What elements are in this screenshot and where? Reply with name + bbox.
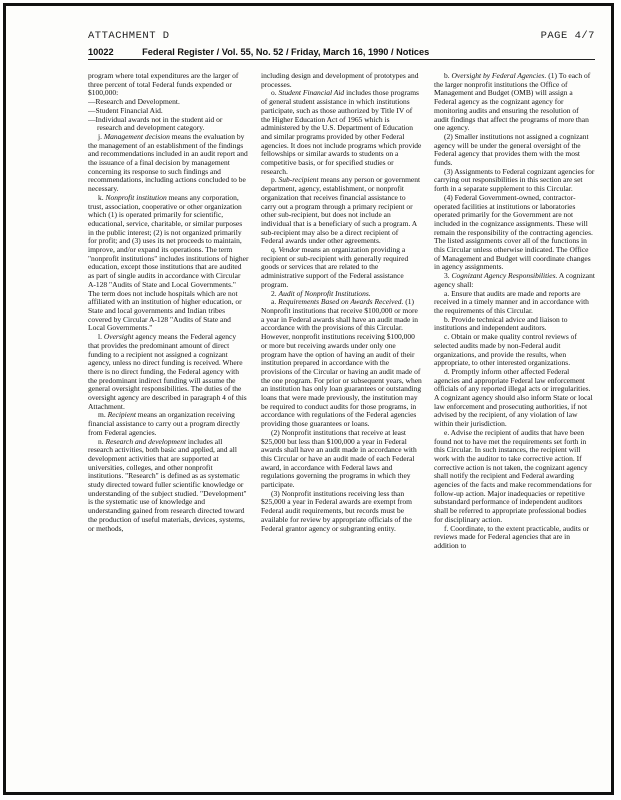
paragraph-marker: q. [271, 245, 277, 255]
column-left [88, 72, 249, 778]
paragraph-marker: j. [98, 131, 102, 141]
paragraph [434, 290, 595, 316]
paragraph [434, 316, 595, 333]
paragraph [434, 168, 595, 194]
paragraph [261, 298, 422, 429]
defined-term: Oversight [103, 332, 134, 342]
page-number: 10022 [88, 47, 114, 57]
paragraph [88, 116, 249, 133]
paragraph [261, 72, 422, 89]
paragraph [261, 246, 422, 290]
paragraph-text: program where total expenditures are the larger of three percent of total Federal funds expended or $100,000: [88, 72, 239, 98]
paragraph-text: A cognizant agency shall: [434, 271, 595, 289]
defined-term: Requirements Based on Awards Received. [278, 297, 404, 307]
paragraph [88, 438, 249, 534]
paragraph-text: (2) Nonprofit institutions that receive at least $25,000 but less than $100,000 a year in Federal awards shall have an audit made in accordance with this Circular or have an audit made of each Federal award, in accordance with Federal laws and regulations governing the programs in which they participate. [261, 427, 417, 490]
paragraph [88, 194, 249, 333]
defined-term: Sub-recipient [278, 175, 319, 185]
paragraph [434, 368, 595, 429]
text-columns [88, 72, 595, 778]
column-right [434, 72, 595, 778]
defined-term: Management decision [103, 131, 170, 141]
paragraph-marker: m. [98, 410, 106, 420]
paragraph-text: —Research and Development. [88, 97, 180, 107]
paragraph [434, 333, 595, 368]
paragraph-text: a. Ensure that audits are made and reports are received in a timely manner and in accordance with the requirements of this Circular. [434, 288, 589, 315]
publication-citation: Federal Register / Vol. 55, No. 52 / Friday, March 16, 1990 / Notices [142, 47, 430, 57]
paragraph-text: (1) Nonprofit institutions that receive $100,000 or more a year in Federal awards shall have an audit made in accordance with the provisions of this Circular. However, nonprofit institutions receiving $100,000 or more but receiving awards under only one program have the option of having an audit of their institution prepared in accordance with the provisions of the Circular or having an audit made of the one program. For prior or subsequent years, when an institution has only loan guarantees or outstanding loans that were made previously, the institution may be required to conduct audits for those programs, in accordance with regulations of the Federal agencies providing those guarantees or loans. [261, 297, 422, 429]
paragraph-text: means any corporation, trust, association, cooperative or other organization which (1) is operated primarily for scientific, educational, service, charitable, or similar purposes in the public interest; (2) is not organized primarily for profit; and (3) uses its net proceeds to maintain, improve, and/or expand its operations. The term "nonprofit institutions" includes institutions of higher education, except those institutions that are audited as part of single audits in accordance with Circular A-128 "Audits of State and Local Governments." The term does not include hospitals which are not affiliated with an institution of higher education, or State and local governments and Indian tribes covered by Circular A-128 "Audits of State and Local Governments." [88, 192, 249, 333]
attachment-label: ATTACHMENT D [88, 30, 170, 42]
column-middle [261, 72, 422, 778]
fax-stamp-line [88, 30, 595, 42]
running-header [88, 47, 595, 60]
paragraph-text: includes those programs of general student assistance in which institutions participate, such as those authorized by Title IV of the Higher Education Act of 1965 which is administered by the U.S. Department of Education and similar programs provided by other Federal agencies. It does not include programs which provide fellowships or similar awards to students on a competitive basis, or for specified studies or research. [261, 88, 422, 176]
paragraph [434, 194, 595, 272]
paragraph-text: agency means the Federal agency that provides the predominant amount of direct funding to a recipient not assigned a cognizant agency, unless no direct funding is received. Where there is no direct funding, the Federal agency with the predominant indirect funding will assume the general oversight responsibilities. The duties of the oversight agency are described in paragraph 4 of this Attachment. [88, 332, 247, 411]
defined-term: Vendor [278, 245, 300, 255]
defined-term: Cognizant Agency Responsibilities. [451, 271, 558, 281]
paragraph-marker: o. [271, 88, 277, 98]
paragraph-marker: b. [444, 72, 450, 80]
paragraph-marker: p. [271, 175, 277, 185]
paragraph [434, 72, 595, 133]
paragraph-text: (1) To each of the larger nonprofit institutions the Office of Management and Budget (OMB) will assign a Federal agency as the cognizant agency for monitoring audits and ensuring the resolution of audit findings that affect the programs of more than one agency. [434, 72, 591, 133]
paragraph [434, 272, 595, 289]
defined-term: Student Financial Aid [278, 88, 345, 98]
defined-term: Nonprofit institution [105, 192, 167, 202]
paragraph-text: e. Advise the recipient of audits that have been found not to have met the requirements set forth in this Circular. In such instances, the recipient will work with the auditor to take corrective action. If corrective action is not taken, the cognizant agency shall notify the recipient and Federal awarding agencies of the facts and make recommendations for follow-up action. Major inadequacies or repetitive substandard performance of independent auditors shall be referred to appropriate professional bodies for disciplinary action. [434, 427, 592, 524]
paragraph-marker: 3. [444, 271, 450, 281]
paragraph-marker: l. [98, 332, 102, 342]
paragraph-text: (2) Smaller institutions not assigned a cognizant agency will be under the general oversight of the Federal agency that provides them with the most funds. [434, 131, 589, 168]
paragraph-text: f. Coordinate, to the extent practicable, audits or reviews made for Federal agencies that are in addition to [434, 523, 589, 550]
fax-page-label: PAGE 4/7 [540, 30, 595, 42]
paragraph [88, 333, 249, 411]
paragraph-text: including design and development of prototypes and processes. [261, 72, 419, 89]
paragraph-text: (4) Federal Government-owned, contractor-operated facilities at institutions or laboratories operated primarily for the Government are not included in the cognizance assignments. These will remain the responsibility of the contracting agencies. The listed assignments cover all of the functions in this Circular unless otherwise indicated. The Office of Management and Budget will coordinate changes in agency assignments. [434, 192, 593, 272]
paragraph-text: means any person or government department, agency, establishment, or nonprofit organization that receives financial assistance to carry out a program through a primary recipient or other sub-recipient, but does not include an individual that is a beneficiary of such a program. A sub-recipient may also be a direct recipient of Federal awards under other agreements. [261, 175, 421, 246]
paragraph-text: includes all research activities, both basic and applied, and all development activities that are supported at universities, colleges, and other nonprofit institutions. "Research" is defined as as systematic study directed toward fuller scientific knowledge or understanding of the subject studied. "Development" is the systematic use of knowledge and understanding gained from research directed toward the production of useful materials, devices, systems, or methods, [88, 436, 247, 533]
paragraph [434, 429, 595, 525]
paragraph-text: d. Promptly inform other affected Federal agencies and appropriate Federal law enforcement officials of any reported illegal acts or irregularities. A cognizant agency should also inform State or local law enforcement and prosecuting authorities, if not advised by the recipient, of any violation of law within their jurisdiction. [434, 366, 593, 429]
paragraph-text: c. Obtain or make quality control reviews of selected audits made by non-Federal audit organizations, and provide the results, when appropriate, to other interested organizations. [434, 332, 577, 368]
paragraph [261, 490, 422, 534]
defined-term: Audit of Nonprofit Institutions. [278, 288, 371, 298]
defined-term: Oversight by Federal Agencies. [451, 72, 547, 80]
paragraph [261, 176, 422, 246]
paragraph-text: b. Provide technical advice and liaison to institutions and independent auditors. [434, 314, 568, 333]
paragraph-marker: n. [98, 436, 104, 446]
paragraph [434, 525, 595, 551]
paragraph-text: (3) Nonprofit institutions receiving less than $25,000 a year in Federal awards are exempt from Federal audit requirements, but records must be available for review by appropriate officials of the Federal grantor agency or subgranting entity. [261, 488, 412, 533]
paragraph-text: means an organization receiving financial assistance to carry out a program directly from Federal agencies. [88, 410, 240, 437]
paragraph-marker: a. [271, 297, 277, 307]
paragraph [261, 89, 422, 176]
paragraph-text: —Individual awards not in the student aid or research and development category. [88, 114, 223, 133]
paragraph-marker: k. [98, 192, 104, 202]
paragraph-marker: 2. [271, 288, 277, 298]
defined-term: Recipient [107, 410, 136, 420]
paragraph [88, 411, 249, 437]
paragraph [434, 133, 595, 168]
paragraph [88, 133, 249, 194]
paragraph-text: means an organization providing a recipient or sub-recipient with generally required goods or services that are related to the administrative support of the Federal assistance program. [261, 245, 409, 289]
paragraph-text: —Student Financial Aid. [88, 105, 163, 115]
defined-term: Research and development [105, 436, 187, 446]
paragraph-text: (3) Assignments to Federal cognizant agencies for carrying out responsibilities in this section are set forth in a separate supplement to this Circular. [434, 166, 595, 194]
paragraph-text: means the evaluation by the management of an establishment of the findings and recommendations included in an audit report and the issuance of a final decision by management concerning its response to such findings and recommendations, including actions concluded to be necessary. [88, 131, 248, 194]
paragraph [261, 429, 422, 490]
paragraph [88, 72, 249, 98]
